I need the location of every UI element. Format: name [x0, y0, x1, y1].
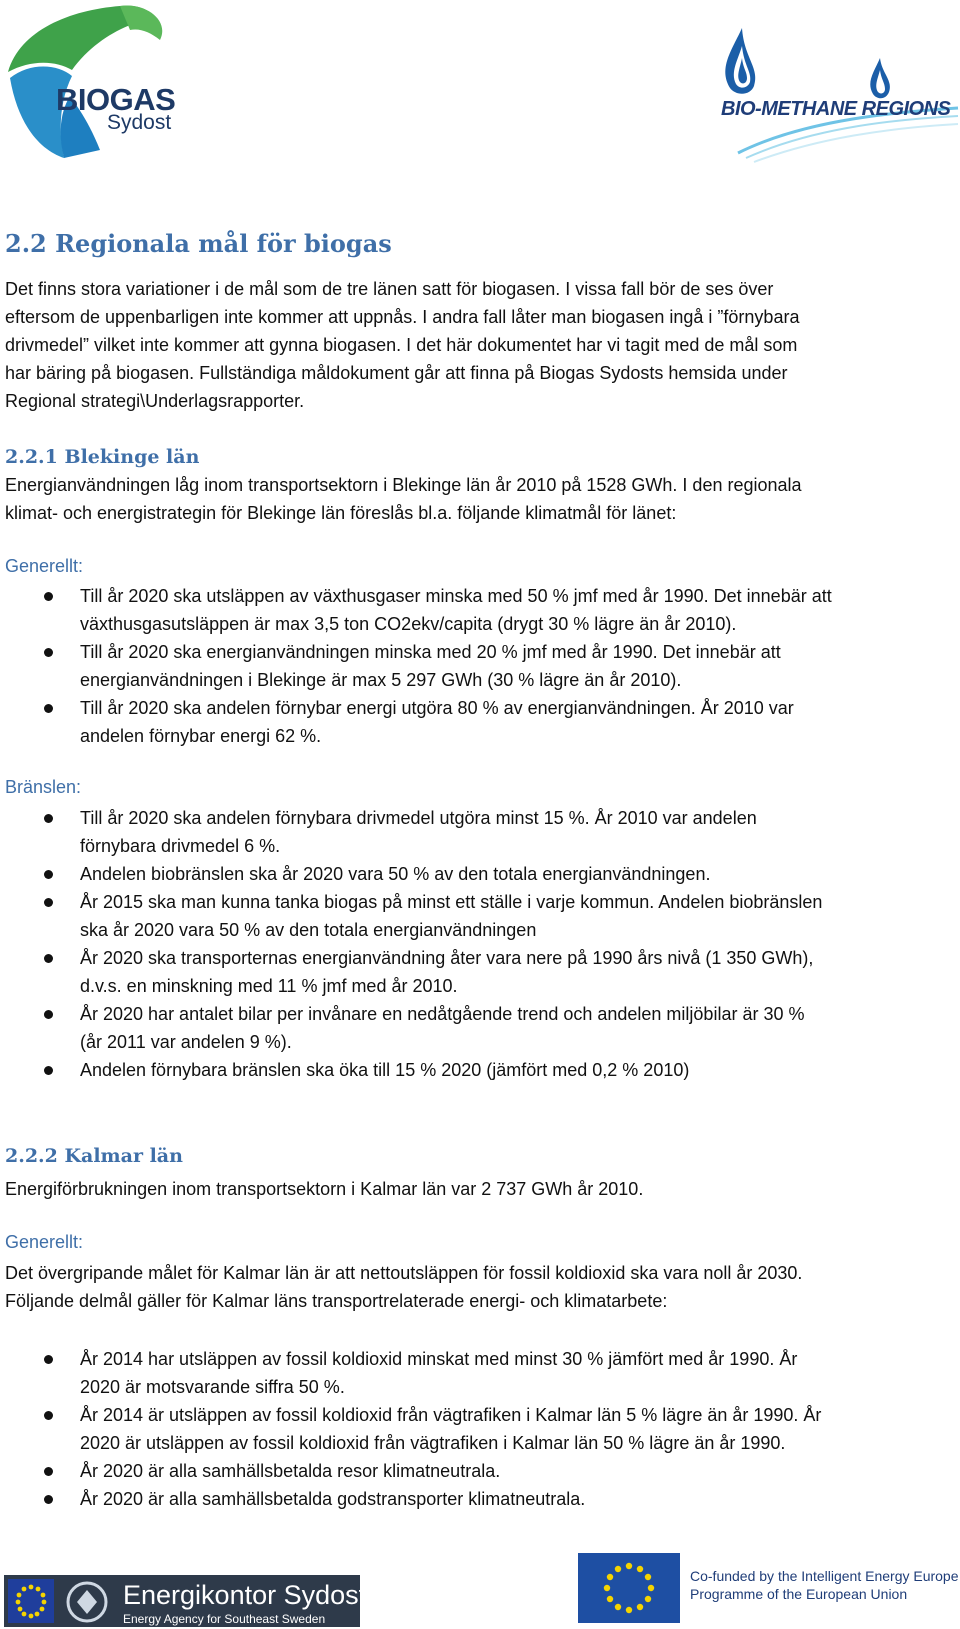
blekinge-heading: 2.2.1 Blekinge län — [5, 446, 200, 468]
bullet-icon — [44, 954, 53, 963]
kalmar-text-line: Energiförbrukningen inom transportsektorn i Kalmar län var 2 737 GWh år 2010. — [5, 1179, 644, 1199]
list-item: År 2015 ska man kunna tanka biogas på minst ett ställe i varje kommun. Andelen biobränslen ska år 2020 vara 50 % av den totala energianvändningen — [0, 888, 960, 944]
blekinge-fuel-label: Bränslen: — [5, 777, 82, 797]
eu-funding-text — [690, 1567, 959, 1603]
flame-icon — [718, 28, 960, 163]
blekinge-text-line: Energianvändningen låg inom transportsektorn i Blekinge län år 2010 på 1528 GWh. I den regionala — [5, 475, 802, 495]
eu-stars-icon — [8, 1579, 54, 1623]
intro-line: Det finns stora variationer i de mål som de tre länen satt för biogasen. I vissa fall bör de ses över — [5, 279, 774, 299]
bullet-icon — [44, 1355, 53, 1364]
biogas-logo-sub: Sydost — [107, 111, 172, 134]
intro-line: Regional strategi\Underlagsrapporter. — [5, 391, 305, 411]
kalmar-general-line: Det övergripande målet för Kalmar län är att nettoutsläppen för fossil koldioxid ska vara noll år 2030. — [5, 1263, 803, 1283]
section-title: 2.2 Regionala mål för biogas — [5, 229, 392, 258]
intro-line: eftersom de uppenbarligen inte kommer att uppnås. I andra fall låter man biogasen ingå i ”förnybara — [5, 307, 800, 327]
eu-funding-line: Co-funded by the Intelligent Energy Europe — [690, 1568, 959, 1584]
bullet-icon — [44, 870, 53, 879]
kalmar-general-line: Följande delmål gäller för Kalmar läns transportrelaterade energi- och klimatarbete: — [5, 1291, 668, 1311]
bullet-icon — [44, 1066, 53, 1075]
kalmar-heading: 2.2.2 Kalmar län — [5, 1145, 183, 1167]
kalmar-general-paragraph — [5, 1259, 955, 1315]
intro-paragraph — [5, 275, 955, 415]
bullet-icon — [44, 898, 53, 907]
list-item: Andelen förnybara bränslen ska öka till 15 % 2020 (jämfört med 0,2 % 2010) — [0, 1056, 960, 1084]
bullet-icon — [44, 1411, 53, 1420]
bullet-icon — [44, 592, 53, 601]
biogas-logo-name: BIOGAS — [56, 82, 176, 117]
bullet-icon — [44, 704, 53, 713]
kalmar-goals-list — [0, 1345, 960, 1513]
eu-flag-icon — [578, 1553, 680, 1623]
intro-line: har bäring på biogasen. Fullständiga måldokument går att finna på Biogas Sydosts hemsida under — [5, 363, 788, 383]
bio-methane-regions-logo — [718, 28, 960, 163]
list-item: Till år 2020 ska andelen förnybar energi utgöra 80 % av energianvändningen. År 2010 var andelen förnybar energi 62 %. — [0, 694, 960, 750]
eu-funding-line: Programme of the European Union — [690, 1586, 908, 1602]
kalmar-general-label: Generellt: — [5, 1232, 84, 1252]
kalmar-paragraph — [5, 1175, 955, 1203]
energikontor-logo — [4, 1575, 367, 1627]
blekinge-general-list — [0, 582, 960, 750]
energikontor-mark-icon — [61, 1580, 113, 1624]
energikontor-subtitle: Energy Agency for Southeast Sweden — [123, 1612, 326, 1626]
list-item: År 2020 är alla samhällsbetalda godstransporter klimatneutrala. — [0, 1485, 960, 1513]
blekinge-fuel-list — [0, 804, 960, 1084]
bullet-icon — [44, 1495, 53, 1504]
list-item: Till år 2020 ska andelen förnybara drivmedel utgöra minst 15 %. År 2010 var andelen förnybara drivmedel 6 %. — [0, 804, 960, 860]
list-item: År 2014 är utsläppen av fossil koldioxid från vägtrafiken i Kalmar län 5 % lägre än år 1990. År 2020 är utsläppen av fossil koldioxid från vägtrafiken i Kalmar län 50 % lägre än år 1990. — [0, 1401, 960, 1457]
energikontor-title: Energikontor Sydost — [123, 1580, 367, 1610]
bullet-icon — [44, 814, 53, 823]
blekinge-general-label: Generellt: — [5, 556, 84, 576]
list-item: Till år 2020 ska energianvändningen minska med 20 % jmf med år 1990. Det innebär att energianvändningen i Blekinge är max 5 297 GWh (30 % lägre än år 2010). — [0, 638, 960, 694]
list-item: År 2020 är alla samhällsbetalda resor klimatneutrala. — [0, 1457, 960, 1485]
list-item: År 2020 har antalet bilar per invånare en nedåtgående trend och andelen miljöbilar är 30 % (år 2011 var andelen 9 %). — [0, 1000, 960, 1056]
list-item: År 2020 ska transporternas energianvändning åter vara nere på 1990 års nivå (1 350 GWh), d.v.s. en minskning med 11 % jmf med år 2010. — [0, 944, 960, 1000]
intro-line: drivmedel” vilket inte kommer att gynna biogasen. I det här dokumentet har vi tagit med de mål som — [5, 335, 798, 355]
blekinge-text-line: klimat- och energistrategin för Blekinge län föreslås bl.a. följande klimatmål för länet: — [5, 503, 677, 523]
bmr-logo-name: BIO-METHANE REGIONS — [721, 98, 951, 120]
biogas-sydost-logo — [0, 0, 185, 165]
bullet-icon — [44, 648, 53, 657]
list-item: Andelen biobränslen ska år 2020 vara 50 % av den totala energianvändningen. — [0, 860, 960, 888]
list-item: År 2014 har utsläppen av fossil koldioxid minskat med minst 30 % jämfört med år 1990. År 2020 är motsvarande siffra 50 %. — [0, 1345, 960, 1401]
bullet-icon — [44, 1467, 53, 1476]
list-item: Till år 2020 ska utsläppen av växthusgaser minska med 50 % jmf med år 1990. Det innebär att växthusgasutsläppen är max 3,5 ton CO2ekv/capita (drygt 30 % lägre än år 2010). — [0, 582, 960, 638]
blekinge-paragraph — [5, 471, 955, 527]
bullet-icon — [44, 1010, 53, 1019]
